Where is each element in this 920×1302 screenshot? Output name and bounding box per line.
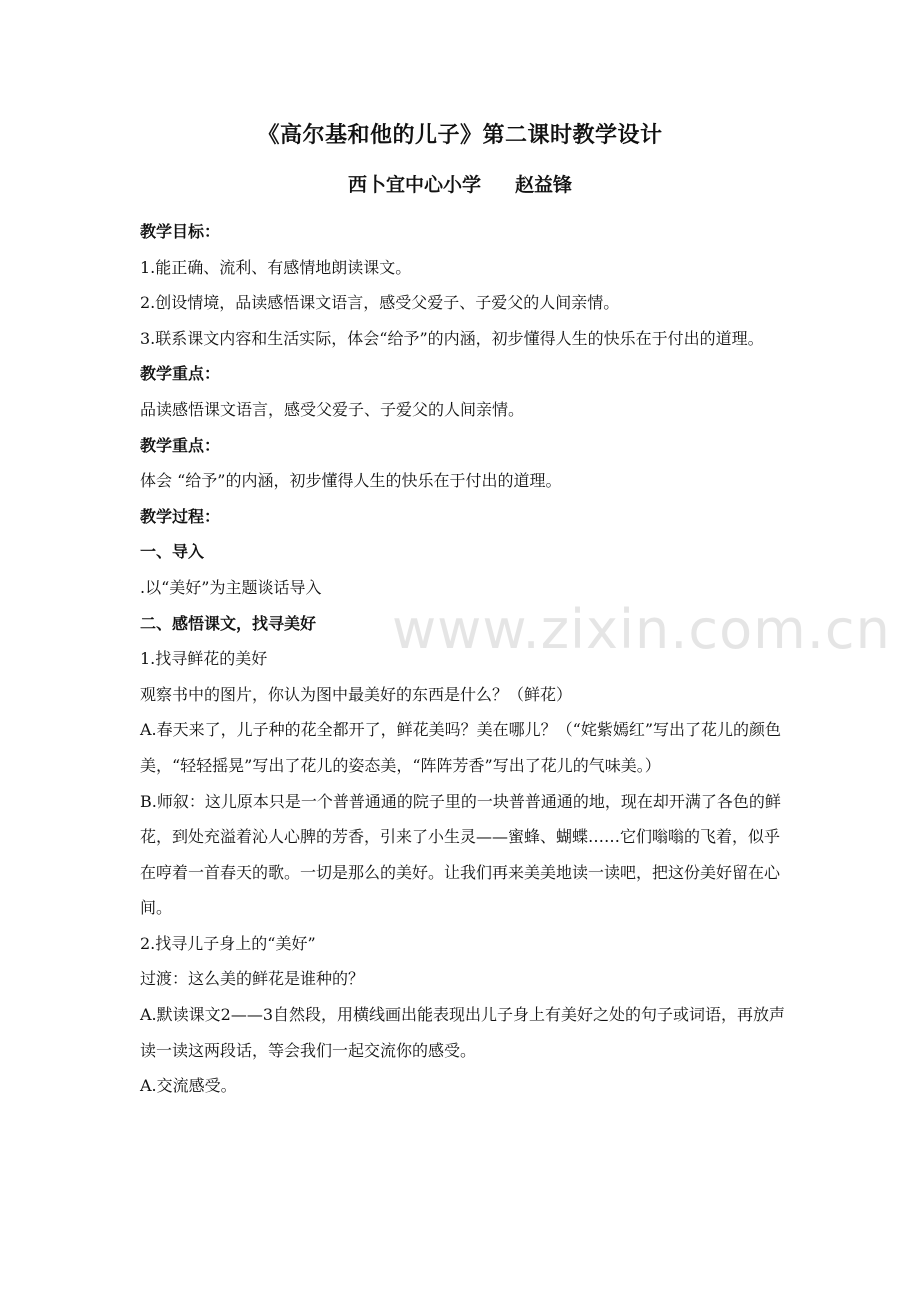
author-name: 赵益锋 — [515, 174, 573, 196]
paragraph: B.师叙：这儿原本只是一个普普通通的院子里的一块普普通通的地，现在却开满了各色的鲜花，到处充溢着沁人心脾的芳香，引来了小生灵——蜜蜂、蝴蝶……它们嗡嗡的飞着，似乎在哼着一首春天的歌。一切是那么的美好。让我们再来美美地读一读吧，把这份美好留在心间。 — [140, 791, 781, 918]
watermark: www.zixin.com.cn — [392, 598, 891, 661]
paragraph: 观察书中的图片，你认为图中最美好的东西是什么？（鲜花） — [140, 684, 573, 704]
document-byline — [0, 170, 920, 197]
paragraph: A.春天来了，儿子种的花全都开了，鲜花美吗？美在哪儿？（“姹紫嫣红”写出了花儿的颜色美，“轻轻摇晃”写出了花儿的姿态美，“阵阵芳香”写出了花儿的气味美。） — [140, 720, 782, 775]
paragraph: A.默读课文2——3自然段，用横线画出能表现出儿子身上有美好之处的句子或词语，再放声读一读这两段话，等会我们一起交流你的感受。 — [140, 1005, 786, 1060]
key-points-heading: 教学重点： — [140, 364, 221, 384]
section-heading-intro: 一、导入 — [140, 542, 205, 562]
school-name: 西卜宜中心小学 — [347, 174, 481, 196]
key-points-text-2: 体会 “给予”的内涵，初步懂得人生的快乐在于付出的道理。 — [140, 471, 562, 491]
section-heading-feel: 二、感悟课文，找寻美好 — [140, 613, 317, 633]
paragraph: 1.找寻鲜花的美好 — [140, 649, 268, 669]
key-points-text: 品读感悟课文语言，感受父爱子、子爱父的人间亲情。 — [140, 399, 525, 419]
document-body — [140, 214, 788, 1104]
goal-item: 1.能正确、流利、有感情地朗读课文。 — [140, 257, 412, 277]
process-heading: 教学过程： — [140, 506, 221, 526]
paragraph: A.交流感受。 — [140, 1076, 237, 1096]
document-title: 《高尔基和他的儿子》第二课时教学设计 — [257, 123, 663, 148]
paragraph: .以“美好”为主题谈话导入 — [140, 577, 322, 597]
goals-heading: 教学目标： — [140, 222, 221, 241]
paragraph: 2.找寻儿子身上的“美好” — [140, 933, 316, 953]
goal-item: 3.联系课文内容和生活实际，体会“给予”的内涵，初步懂得人生的快乐在于付出的道理。 — [140, 328, 764, 348]
goal-item: 2.创设情境，品读感悟课文语言，感受父爱子、子爱父的人间亲情。 — [140, 293, 620, 313]
paragraph: 过渡：这么美的鲜花是谁种的？ — [140, 969, 365, 989]
key-points-heading-2: 教学重点： — [140, 435, 221, 455]
